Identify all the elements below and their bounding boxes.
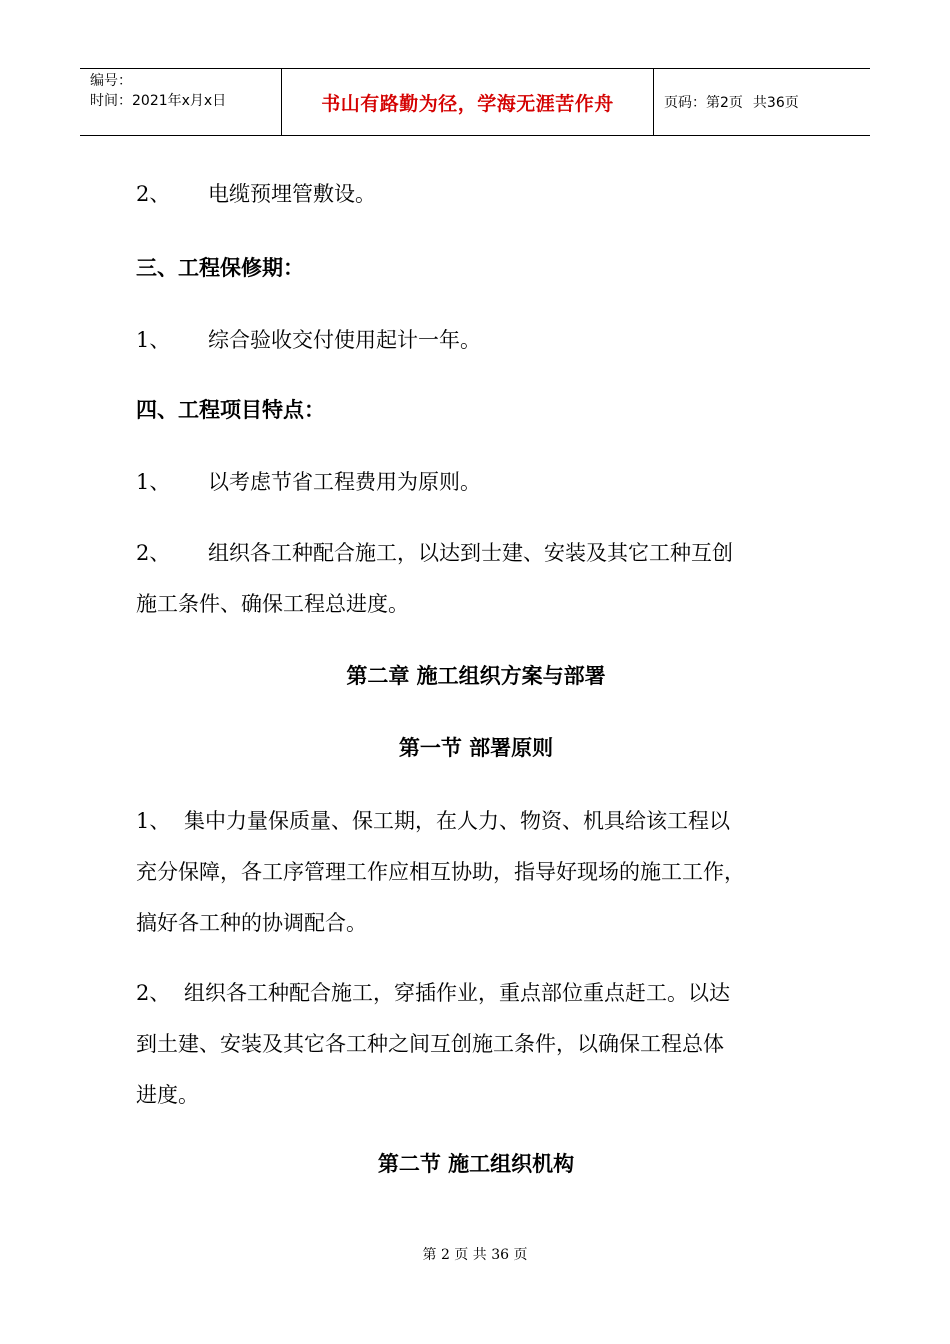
header-page-total: 共36页 <box>752 95 799 111</box>
document-number-label: 编号： <box>90 73 132 89</box>
header-motto: 书山有路勤为径，学海无涯苦作舟 <box>321 92 614 115</box>
list-item: 2、 电缆预埋管敷设。 <box>136 182 376 206</box>
header-page-number: 页码：第2页 <box>664 95 743 111</box>
list-item: 2、 组织各工种配合施工，以达到士建、安装及其它工种互创 施工条件、确保工程总进度。 <box>136 541 733 616</box>
section-title: 第二节 施工组织机构 <box>377 1152 575 1176</box>
header-meta <box>80 69 282 135</box>
section-heading-warranty: 三、工程保修期： <box>136 256 304 280</box>
list-item: 2、 组织各工种配合施工，穿插作业，重点部位重点赶工。以达 到土建、安装及其它各工种之间互创施工条件，以确保工程总体 进度。 <box>136 981 730 1107</box>
page-header <box>80 68 870 136</box>
header-motto-cell <box>282 69 654 135</box>
section-title: 第一节 部署原则 <box>398 736 554 760</box>
list-item: 1、 集中力量保质量、保工期，在人力、物资、机具给该工程以 充分保障，各工序管理工作应相互协助，指导好现场的施工工作， 搞好各工种的协调配合。 <box>136 809 745 935</box>
document-date-label: 时间：2021年x月x日 <box>90 93 227 109</box>
section-heading-features: 四、工程项目特点： <box>136 398 325 422</box>
list-item: 1、 综合验收交付使用起计一年。 <box>136 328 481 352</box>
header-page-info <box>654 69 870 135</box>
list-item: 1、 以考虑节省工程费用为原则。 <box>136 470 481 494</box>
chapter-title: 第二章 施工组织方案与部署 <box>346 664 606 688</box>
page-footer: 第 2 页 共 36 页 <box>422 1247 528 1263</box>
